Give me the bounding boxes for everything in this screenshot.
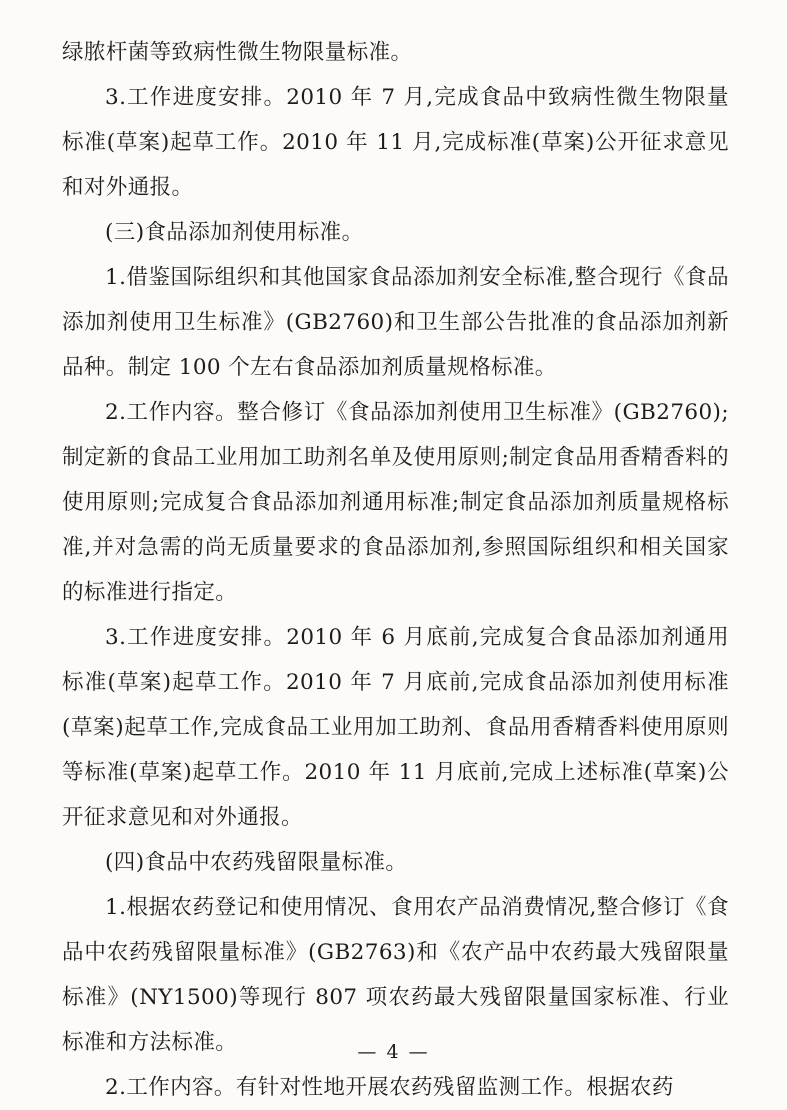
paragraph: (四)食品中农药残留限量标准。: [105, 850, 408, 875]
paragraph: 2.工作内容。整合修订《食品添加剂使用卫生标准》(GB2760);制定新的食品工业用加工助剂名单及使用原则;制定食品用香精香料的使用原则;完成复合食品添加剂通用标准;制定食品添加剂质量规格标准,并对急需的尚无质量要求的食品添加剂,参照国际组织和相关国家的标准进行指定。: [62, 400, 729, 605]
document-body: [62, 30, 729, 1110]
paragraph: 绿脓杆菌等致病性微生物限量标准。: [62, 40, 413, 65]
paragraph: 1.借鉴国际组织和其他国家食品添加剂安全标准,整合现行《食品添加剂使用卫生标准》(GB2760)和卫生部公告批准的食品添加剂新品种。制定 100 个左右食品添加剂质量规格标准。: [62, 265, 729, 380]
page-number-label: — 4 —: [357, 1041, 430, 1063]
paragraph: 3.工作进度安排。2010 年 7 月,完成食品中致病性微生物限量标准(草案)起草工作。2010 年 11 月,完成标准(草案)公开征求意见和对外通报。: [62, 85, 729, 200]
paragraph: 2.工作内容。有针对性地开展农药残留监测工作。根据农药: [105, 1075, 674, 1100]
page-number: [0, 1041, 787, 1063]
paragraph: 1.根据农药登记和使用情况、食用农产品消费情况,整合修订《食品中农药残留限量标准》(GB2763)和《农产品中农药最大残留限量标准》(NY1500)等现行 807 项农药最大残留限量国家标准、行业标准和方法标准。: [62, 895, 729, 1055]
paragraph: (三)食品添加剂使用标准。: [105, 220, 364, 245]
paragraph: 3.工作进度安排。2010 年 6 月底前,完成复合食品添加剂通用标准(草案)起草工作。2010 年 7 月底前,完成食品添加剂使用标准(草案)起草工作,完成食品工业用加工助剂、食品用香精香料使用原则等标准(草案)起草工作。2010 年 11 月底前,完成上述标准(草案)公开征求意见和对外通报。: [62, 625, 729, 830]
